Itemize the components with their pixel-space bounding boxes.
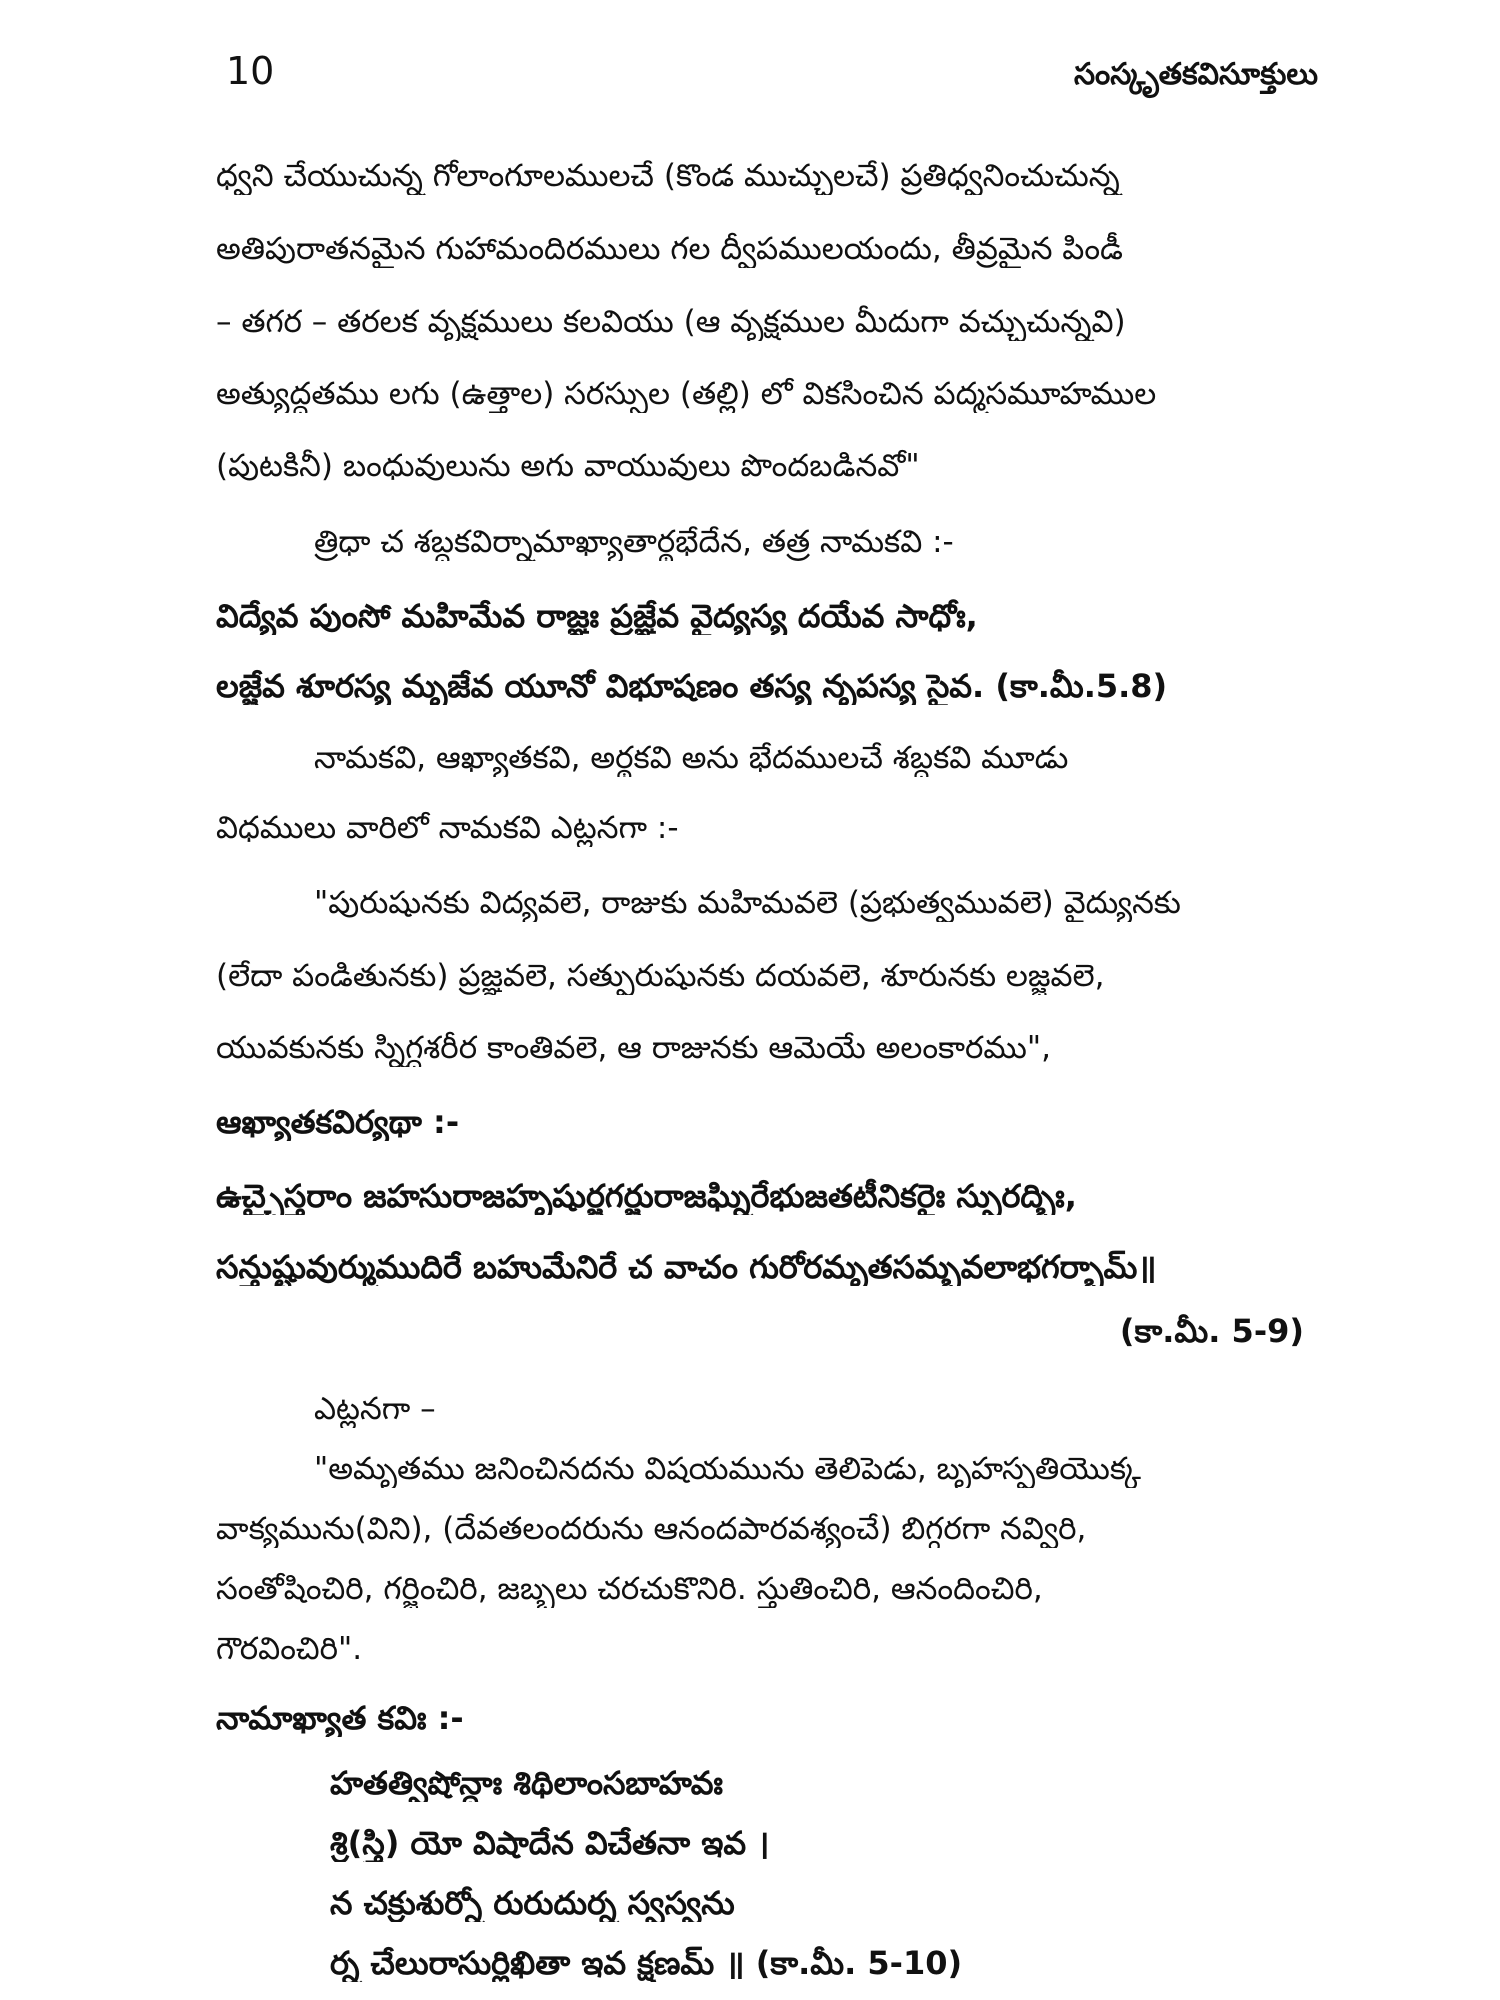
translation-line: "అమృతము జనించినదను విషయమును తెలిపెడు, బృహస్పతియొక్క [314, 1452, 1142, 1487]
verse-line: విద్యేవ పుంసో మహిమేవ రాజ్ఞః ప్రజ్ఞేవ వైద్యస్య దయేవ సాధోః, [216, 597, 978, 635]
section-heading: ఆఖ్యాతకవిర్యథా :- [216, 1103, 460, 1141]
text-line: అతిపురాతనమైన గుహామందిరములు గల ద్వీపములయందు, తీవ్రమైన పిండీ [216, 231, 1124, 267]
translation-line: యువకునకు స్నిగ్ధశరీర కాంతివలె, ఆ రాజునకు ఆమెయే అలంకారము", [216, 1030, 1052, 1066]
verse-line: శ్రి(స్త్రి) యో విషాదేన విచేతనా ఇవ । [330, 1825, 770, 1862]
translation-line: "పురుషునకు విద్యవలె, రాజుకు మహిమవలె (ప్రభుత్వమువలె) వైద్యునకు [314, 885, 1181, 921]
running-title: సంస్కృతకవిసూక్తులు [1073, 57, 1318, 92]
text-line: – తగర – తరలక వృక్షములు కలవియు (ఆ వృక్షముల మీదుగా వచ్చుచున్నవి) [216, 304, 1126, 340]
text-line: (పుటకినీ) బంధువులును అగు వాయువులు పొందబడినవో" [216, 448, 920, 484]
section-heading: నామాఖ్యాత కవిః :- [216, 1700, 464, 1737]
text-line: ఎట్లనగా – [314, 1392, 436, 1427]
verse-line: లజ్జేవ శూరస్య మృజేవ యూనో విభూషణం తస్య నృపస్య సైవ. (కా.మీ.5.8) [216, 667, 1168, 705]
translation-line: గౌరవించిరి". [216, 1632, 363, 1667]
text-line: నామకవి, ఆఖ్యాతకవి, అర్థకవి అను భేదములచే శబ్దకవి మూడు [314, 740, 1069, 776]
verse-line: సన్తుష్టువుర్ముముదిరే బహుమేనిరే చ వాచం గురోరమృతసమ్భవలాభగర్భామ్॥ [216, 1248, 1157, 1286]
verse-line: ర్న చేలురాసుర్లిఖితా ఇవ క్షణమ్ ॥ (కా.మీ. 5-10) [330, 1945, 963, 1982]
verse-line: ఉచ్చైస్తరాం జహసురాజహృషుర్జగర్జురాజఘ్నిరేభుజతటీనికరైః స్ఫురద్భిః, [216, 1177, 1077, 1215]
sanskrit-intro: త్రిధా చ శబ్దకవిర్నామాఖ్యాతార్థభేదేన, తత్ర నామకవి :- [314, 524, 954, 560]
page-number: 10 [226, 49, 275, 93]
translation-line: వాక్యమును(విని), (దేవతలందరును ఆనందపారవశ్యంచే) బిగ్గరగా నవ్విరి, [216, 1512, 1087, 1547]
verse-line: హతత్విషోన్ధాః శిథిలాంసబాహవః [330, 1765, 724, 1802]
translation-line: సంతోషించిరి, గర్జించిరి, జబ్బలు చరచుకొనిరి. స్తుతించిరి, ఆనందించిరి, [216, 1572, 1043, 1607]
text-line: అత్యుద్ధతము లగు (ఉత్తాల) సరస్సుల (తల్లి) లో వికసించిన పద్మసమూహముల [216, 376, 1157, 412]
text-line: ధ్వని చేయుచున్న గోలాంగూలములచే (కొండ ముచ్చులచే) ప్రతిధ్వనించుచున్న [216, 158, 1120, 194]
translation-line: (లేదా పండితునకు) ప్రజ్ఞవలె, సత్పురుషునకు దయవలె, శూరునకు లజ్జవలె, [216, 958, 1105, 994]
text-line: విధములు వారిలో నామకవి ఎట్లనగా :- [216, 810, 679, 846]
verse-reference: (కా.మీ. 5-9) [1119, 1312, 1304, 1350]
verse-line: న చక్రుశుర్నో రురుదుర్న స్వస్వను [330, 1885, 735, 1922]
